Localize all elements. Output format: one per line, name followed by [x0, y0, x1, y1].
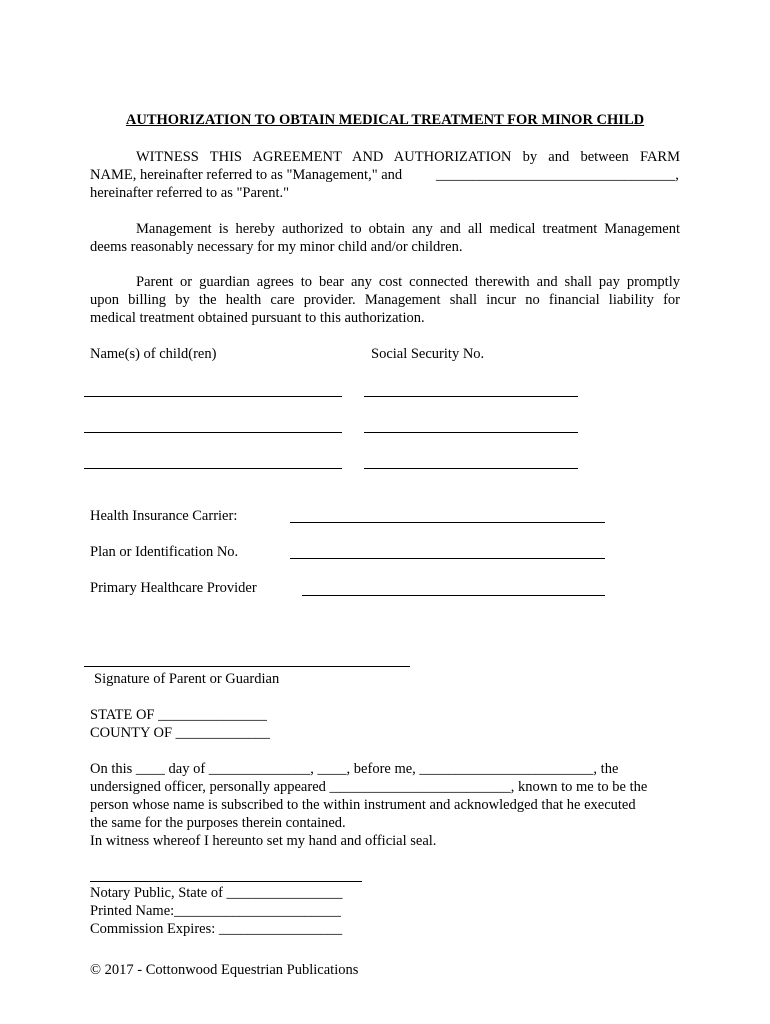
notary-line5: In witness whereof I hereunto set my hand and official seal.	[90, 833, 437, 849]
document-title: AUTHORIZATION TO OBTAIN MEDICAL TREATMENT FOR MINOR CHILD	[125, 112, 645, 128]
signature-label: Signature of Parent or Guardian	[94, 671, 280, 687]
plan-id-line[interactable]	[290, 558, 605, 559]
para3-line1: Parent or guardian agrees to bear any cost connected therewith and shall pay promptly	[136, 274, 680, 290]
state-of: STATE OF _______________	[90, 707, 267, 723]
child-names-label: Name(s) of child(ren)	[90, 346, 217, 362]
copyright-footer: © 2017 - Cottonwood Equestrian Publications	[90, 962, 359, 978]
para2-line1: Management is hereby authorized to obtain any and all medical treatment Management	[136, 221, 680, 237]
notary-line1: On this ____ day of ______________, ____, before me, ________________________, the	[90, 761, 619, 777]
ssn-line-2[interactable]	[364, 432, 578, 433]
signature-line[interactable]	[84, 666, 410, 667]
para1-line2: NAME, hereinafter referred to as "Management," and	[90, 167, 403, 183]
county-of: COUNTY OF _____________	[90, 725, 270, 741]
insurance-carrier-label: Health Insurance Carrier:	[90, 508, 238, 524]
para1-line1: WITNESS THIS AGREEMENT AND AUTHORIZATION by and between FARM	[136, 149, 680, 165]
ssn-line-3[interactable]	[364, 468, 578, 469]
para1-line3: hereinafter referred to as "Parent."	[90, 185, 290, 201]
printed-name: Printed Name:_______________________	[90, 903, 341, 919]
para3-line3: medical treatment obtained pursuant to this authorization.	[90, 310, 425, 326]
notary-signature-line[interactable]	[90, 881, 362, 882]
child-name-line-2[interactable]	[84, 432, 342, 433]
insurance-carrier-line[interactable]	[290, 522, 605, 523]
plan-id-label: Plan or Identification No.	[90, 544, 239, 560]
notary-public-state: Notary Public, State of ________________	[90, 885, 343, 901]
ssn-label: Social Security No.	[371, 346, 485, 362]
child-name-line-1[interactable]	[84, 396, 342, 397]
commission-expires: Commission Expires: _________________	[90, 921, 343, 937]
child-name-line-3[interactable]	[84, 468, 342, 469]
notary-line3: person whose name is subscribed to the within instrument and acknowledged that he executed	[90, 797, 636, 813]
ssn-line-1[interactable]	[364, 396, 578, 397]
parent-name-blank[interactable]: _________________________________,	[436, 167, 679, 183]
healthcare-provider-line[interactable]	[302, 595, 605, 596]
healthcare-provider-label: Primary Healthcare Provider	[90, 580, 257, 596]
notary-line4: the same for the purposes therein contained.	[90, 815, 346, 831]
para3-line2: upon billing by the health care provider. Management shall incur no financial liability for	[90, 292, 680, 308]
notary-line2: undersigned officer, personally appeared _________________________, known to me to be the	[90, 779, 648, 795]
para2-line2: deems reasonably necessary for my minor child and/or children.	[90, 239, 463, 255]
